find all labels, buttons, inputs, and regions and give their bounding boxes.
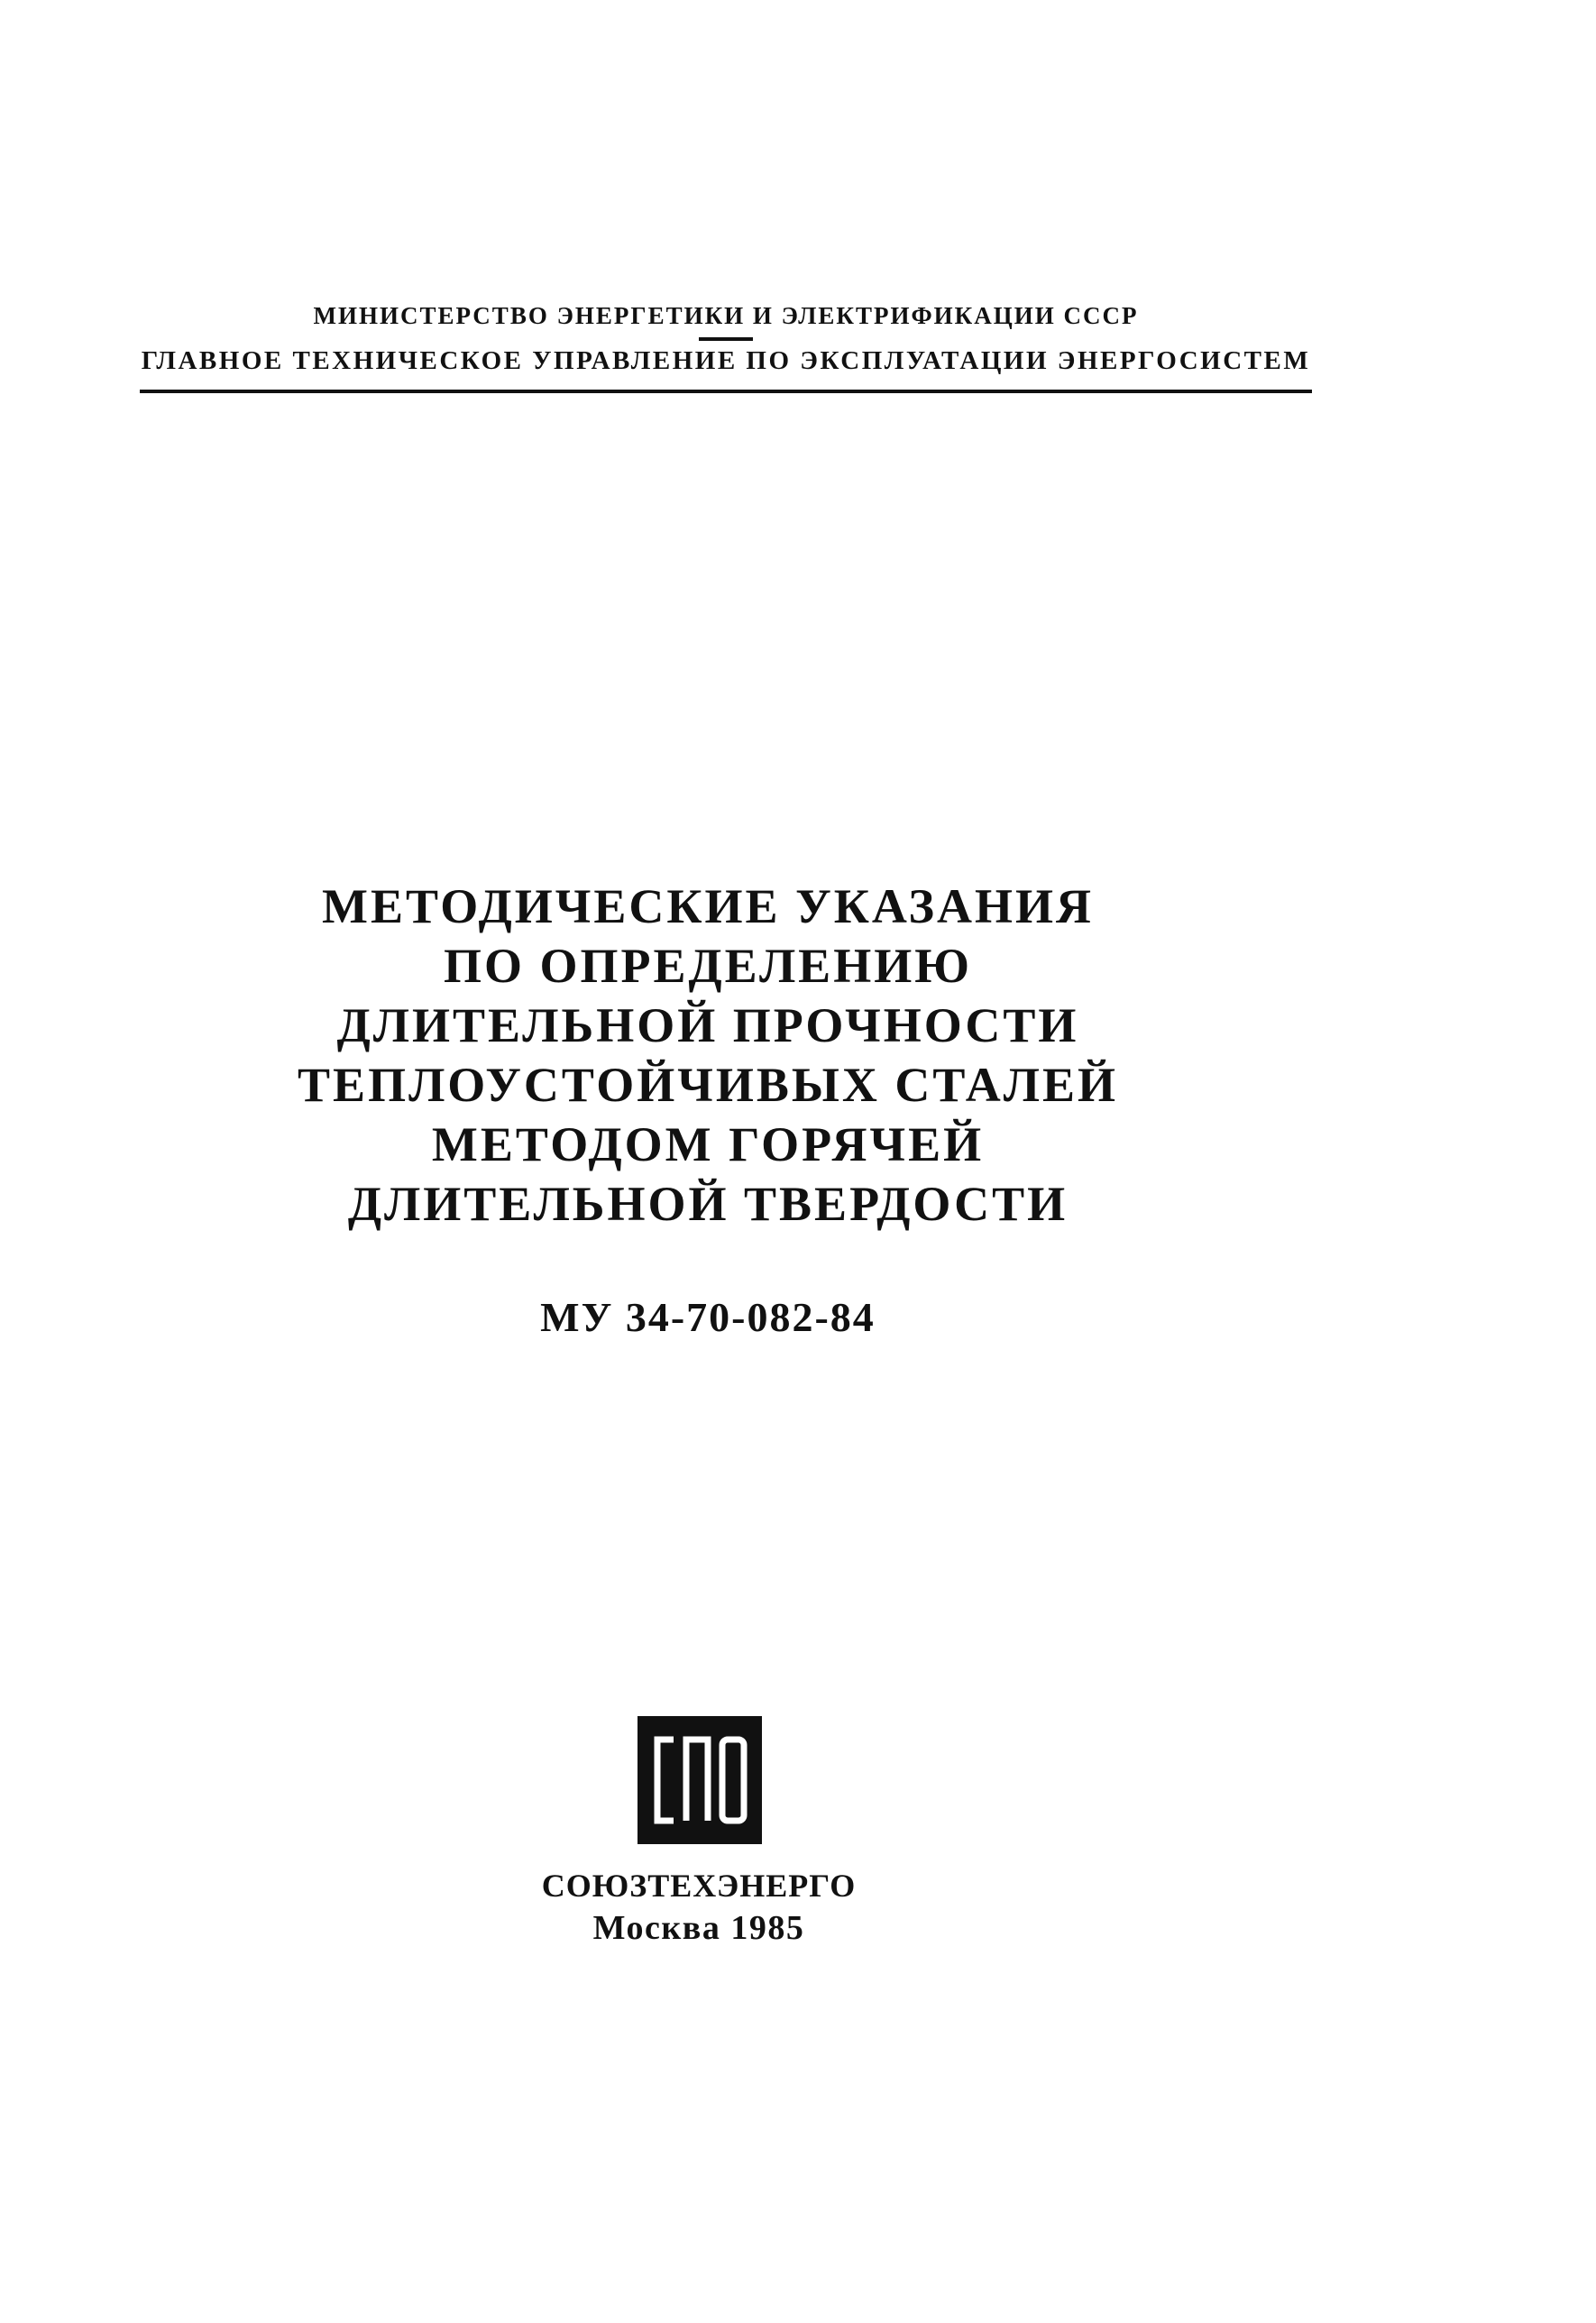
header-rule (140, 390, 1312, 393)
publisher-city-year: Москва 1985 (592, 1909, 805, 1947)
title-line-4: ТЕПЛОУСТОЙЧИВЫХ СТАЛЕЙ (298, 1058, 1118, 1112)
document-code: МУ 34-70-082-84 (540, 1294, 876, 1340)
title-line-3: ДЛИТЕЛЬНОЙ ПРОЧНОСТИ (336, 998, 1079, 1052)
publisher-name: СОЮЗТЕХЭНЕРГО (541, 1868, 857, 1904)
document-title (257, 877, 1159, 1341)
ministry-name: МИНИСТЕРСТВО ЭНЕРГЕТИКИ И ЭЛЕКТРИФИКАЦИИ СССР (313, 302, 1139, 329)
spo-logo (637, 1716, 762, 1844)
title-line-2: ПО ОПРЕДЕЛЕНИЮ (443, 939, 973, 993)
title-line-5: МЕТОДОМ ГОРЯЧЕЙ (431, 1117, 985, 1171)
directorate-name: ГЛАВНОЕ ТЕХНИЧЕСКОЕ УПРАВЛЕНИЕ ПО ЭКСПЛУАТАЦИИ ЭНЕРГОСИСТЕМ (141, 346, 1311, 375)
title-line-6: ДЛИТЕЛЬНОЙ ТВЕРДОСТИ (347, 1177, 1069, 1231)
document-header (131, 298, 1321, 393)
title-line-1: МЕТОДИЧЕСКИЕ УКАЗАНИЯ (321, 879, 1095, 933)
spo-logo-mark (637, 1716, 762, 1844)
header-dash (699, 337, 753, 341)
publisher-block (527, 1865, 870, 1950)
